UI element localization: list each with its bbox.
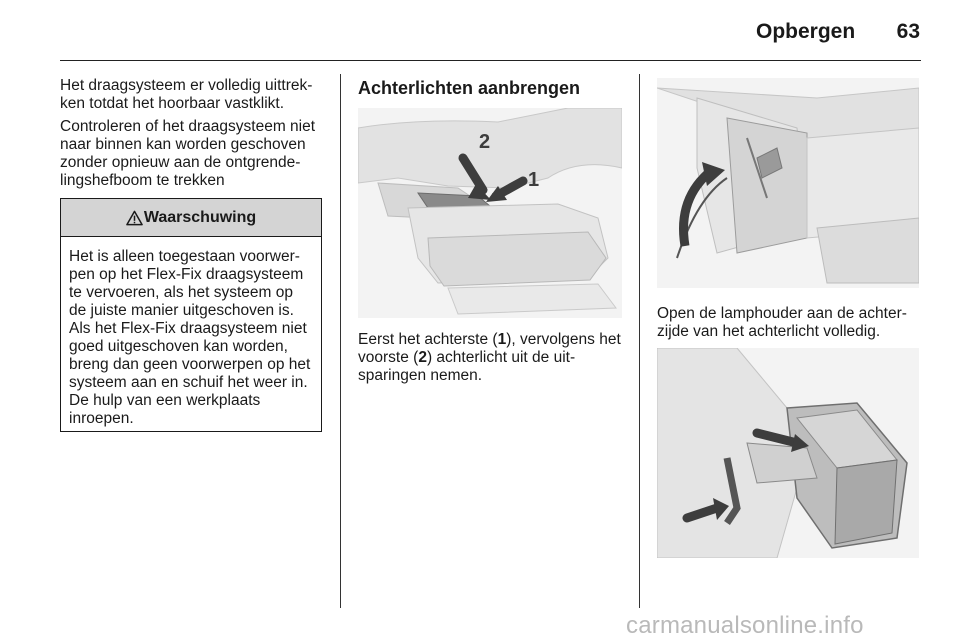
caption-ref-1: 1 xyxy=(497,331,507,348)
header-rule xyxy=(60,60,921,61)
warning-header xyxy=(61,199,321,237)
illustration-open-lamp-holder xyxy=(657,78,919,288)
page-title: Opbergen xyxy=(756,20,856,43)
warning-triangle-icon xyxy=(126,210,143,226)
tail-light-removal-drawing xyxy=(358,108,622,318)
illustration-remove-tail-lights xyxy=(358,108,622,318)
column-divider-1 xyxy=(340,74,341,608)
caption-text-part1: Eerst het achterste ( xyxy=(358,331,498,348)
section-heading: Achterlichten aanbrengen xyxy=(358,78,581,98)
warning-text: Het is alleen toegestaan voorwerpen op het Flex-Fix draagsysteem te vervoeren, als het systeem op de juiste manier uitgeschoven is. Als het Flex-Fix draagsysteem niet goed uitgeschoven kan worden, breng dan geen voorwerpen op het systeem aan en schuif het weer in. De hulp van een werkplaats inroepen. xyxy=(69,248,311,427)
warning-title: Waarschuwing xyxy=(143,208,257,226)
paragraph-extend-carrier: Het draagsysteem er volledig uittrekken totdat het hoorbaar vastklikt. xyxy=(60,77,313,112)
caption-text-part2: ), vervolgens het voorste ( xyxy=(358,331,621,366)
page-number: 63 xyxy=(896,20,920,43)
caption-open-lamp-holder: Open de lamphouder aan de achterzijde van het achterlicht volledig. xyxy=(657,305,907,340)
warning-box xyxy=(60,198,322,432)
illustration-label-1: 1 xyxy=(528,169,540,191)
page-header xyxy=(0,0,960,62)
caption-remove-order xyxy=(358,331,624,385)
watermark: carmanualsonline.info xyxy=(626,612,864,639)
illustration-lamp-holder-detail xyxy=(657,348,919,558)
caption-ref-2: 2 xyxy=(418,349,427,366)
illustration-label-2: 2 xyxy=(479,131,491,153)
lamp-holder-detail-drawing xyxy=(657,348,919,558)
lamp-holder-open-drawing xyxy=(657,78,919,288)
caption-text-part3: ) achterlicht uit de uitsparingen nemen. xyxy=(358,349,576,384)
column-divider-2 xyxy=(639,74,640,608)
paragraph-check-carrier: Controleren of het draagsysteem niet naar binnen kan worden geschoven zonder opnieuw aan de ontgrendelingshefboom te trekken xyxy=(60,118,316,189)
